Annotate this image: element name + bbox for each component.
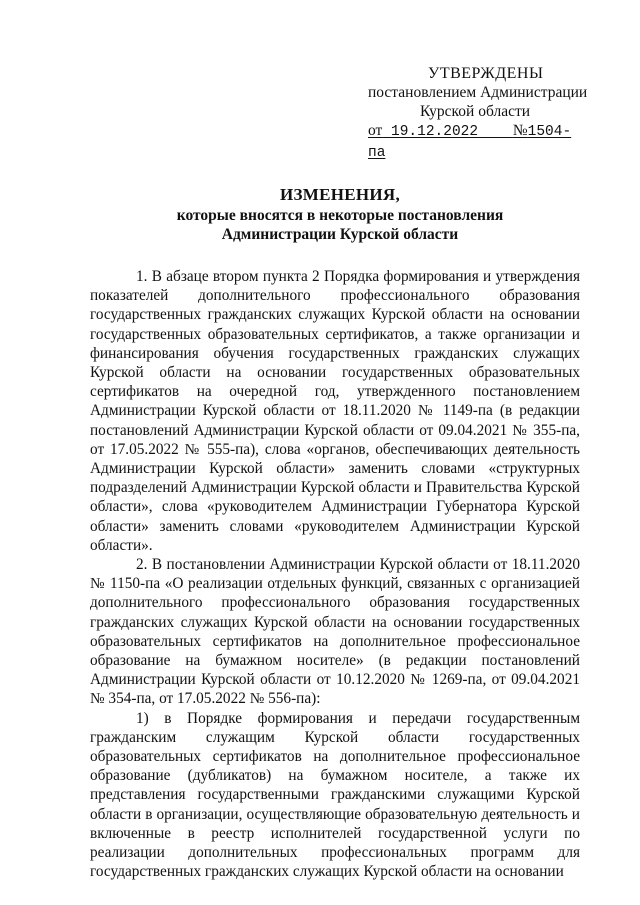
approval-region: Курской области	[420, 103, 531, 120]
title-subtitle-1: которые вносятся в некоторые постановления	[176, 207, 504, 224]
approval-authority: постановлением Администрации	[368, 84, 588, 101]
title-main: ИЗМЕНЕНИЯ,	[279, 185, 401, 204]
approval-number: 1504-па	[368, 124, 572, 161]
document-title	[90, 184, 590, 244]
approval-heading: УТВЕРЖДЕНЫ	[428, 65, 544, 82]
approval-date-line	[368, 121, 588, 163]
approval-stamp	[368, 64, 588, 163]
document-body	[90, 267, 580, 882]
title-subtitle-2: Администрации Курской области	[221, 226, 459, 243]
approval-date: 19.12.2022	[391, 124, 479, 140]
approval-date-prefix: от	[368, 122, 383, 139]
approval-number-prefix: №	[512, 122, 528, 139]
paragraph-1: 1. В абзаце втором пункта 2 Порядка формирования и утверждения показателей дополнительного профессионального образования государственных гражданских служащих Курской области на основании государственных образовательных сертификатов, а также организации и финансирования обучения государственных гражданских служащих Курской области на основании государственных образовательных сертификатов на очередной год, утвержденного постановлением Администрации Курской области от 18.11.2020 № 1149-па (в редакции постановлений Администрации Курской области от 09.04.2021 № 355-па, от 17.05.2022 № 555-па), слова «органов, обеспечивающих деятельность Администрации Курской области» заменить словами «структурных подразделений Администрации Курской области и Правительства Курской области», слова «руководителем Администрации Губернатора Курской области» заменить словами «руководителем Администрации Курской области».	[90, 268, 580, 554]
paragraph-2: 2. В постановлении Администрации Курской области от 18.11.2020 № 1150-па «О реализации отдельных функций, связанных с организацией дополнительного профессионального образования государственных гражданских служащих Курской области на основании государственных образовательных сертификатов на дополнительное профессиональное образование на бумажном носителе» (в редакции постановлений Администрации Курской области от 10.12.2020 № 1269-па, от 09.04.2021 № 354-па, от 17.05.2022 № 556-па):	[90, 556, 580, 708]
paragraph-3: 1) в Порядке формирования и передачи государственным гражданским служащим Курской области государственных образовательных сертификатов на дополнительное профессиональное образование (дубликатов) на бумажном носителе, а также их представления государственными гражданскими служащими Курской области в организации, осуществляющие образовательную деятельность и включенные в реестр исполнителей государственной услуги по реализации дополнительных профессиональных программ для государственных гражданских служащих Курской области на основании	[90, 709, 580, 881]
